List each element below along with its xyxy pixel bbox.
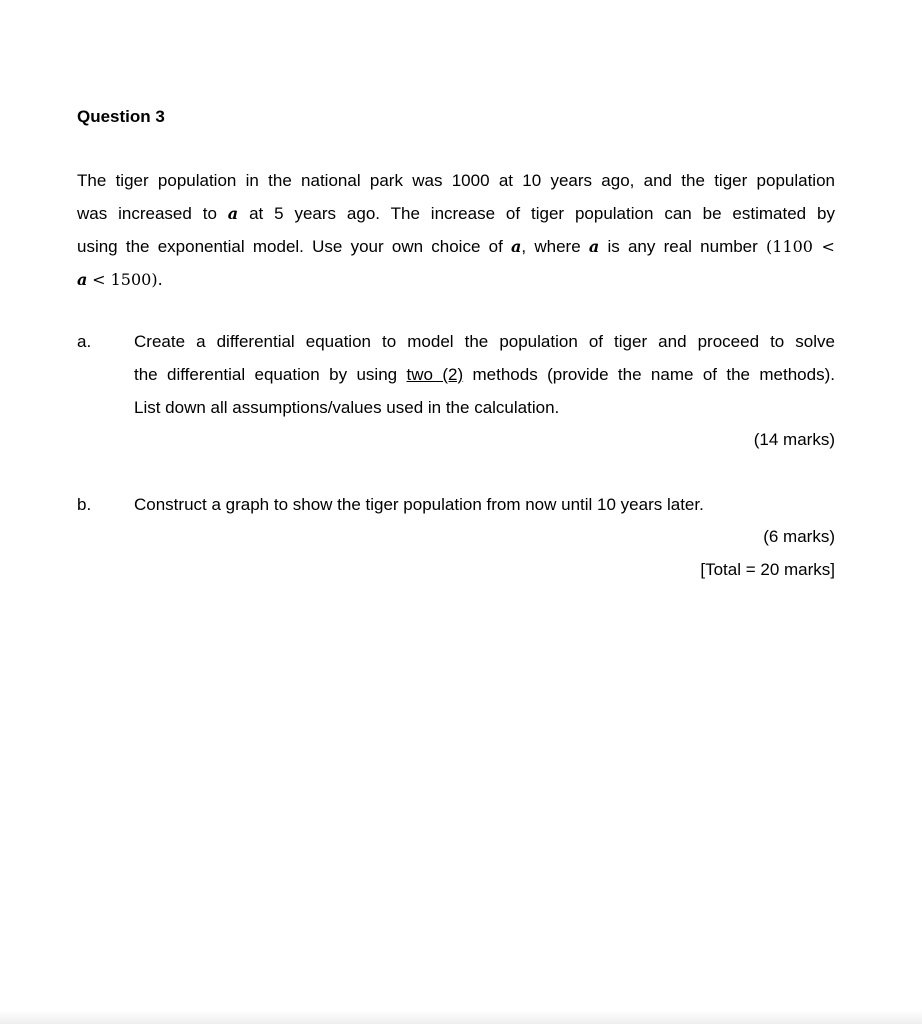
- part-b-marks: (6 marks): [763, 527, 835, 546]
- page-bottom-edge: [0, 1010, 922, 1024]
- two-methods-underlined: two (2): [406, 365, 464, 384]
- question-title: Question 3: [77, 107, 165, 126]
- part-b: [77, 488, 835, 521]
- intro-line-1: The tiger population in the national park was 1000 at 10 years ago, and the tiger population: [77, 171, 835, 190]
- range-lower-bound: (1100 <: [766, 237, 835, 256]
- variable-a: a: [511, 237, 522, 256]
- part-b-body: [134, 488, 835, 521]
- intro-line-4: [77, 263, 835, 296]
- part-a-line-1: Create a differential equation to model the population of tiger and proceed to solve: [134, 332, 835, 351]
- part-a-line-3: List down all assumptions/values used in the calculation.: [134, 398, 560, 417]
- part-a-marks: (14 marks): [753, 430, 835, 449]
- part-a: [77, 325, 835, 424]
- part-a-label: a.: [77, 332, 92, 351]
- variable-a: a: [77, 270, 88, 289]
- intro-line-2: was increased to a at 5 years ago. The increase of tiger population can be estimated by: [77, 204, 835, 223]
- range-upper-bound: < 1500).: [92, 270, 163, 289]
- intro-line-3: using the exponential model. Use your own choice of a, where a is any real number (1100 <: [77, 237, 835, 256]
- variable-a: a: [588, 237, 600, 256]
- total-marks: [Total = 20 marks]: [700, 560, 835, 579]
- part-a-line-2: the differential equation by using two (2) methods (provide the name of the methods).: [134, 365, 835, 384]
- part-b-label: b.: [77, 495, 92, 514]
- variable-a: a: [227, 204, 239, 223]
- part-a-body: [134, 325, 835, 424]
- part-b-line-1: Construct a graph to show the tiger population from now until 10 years later.: [134, 495, 704, 514]
- question-intro: [77, 164, 835, 296]
